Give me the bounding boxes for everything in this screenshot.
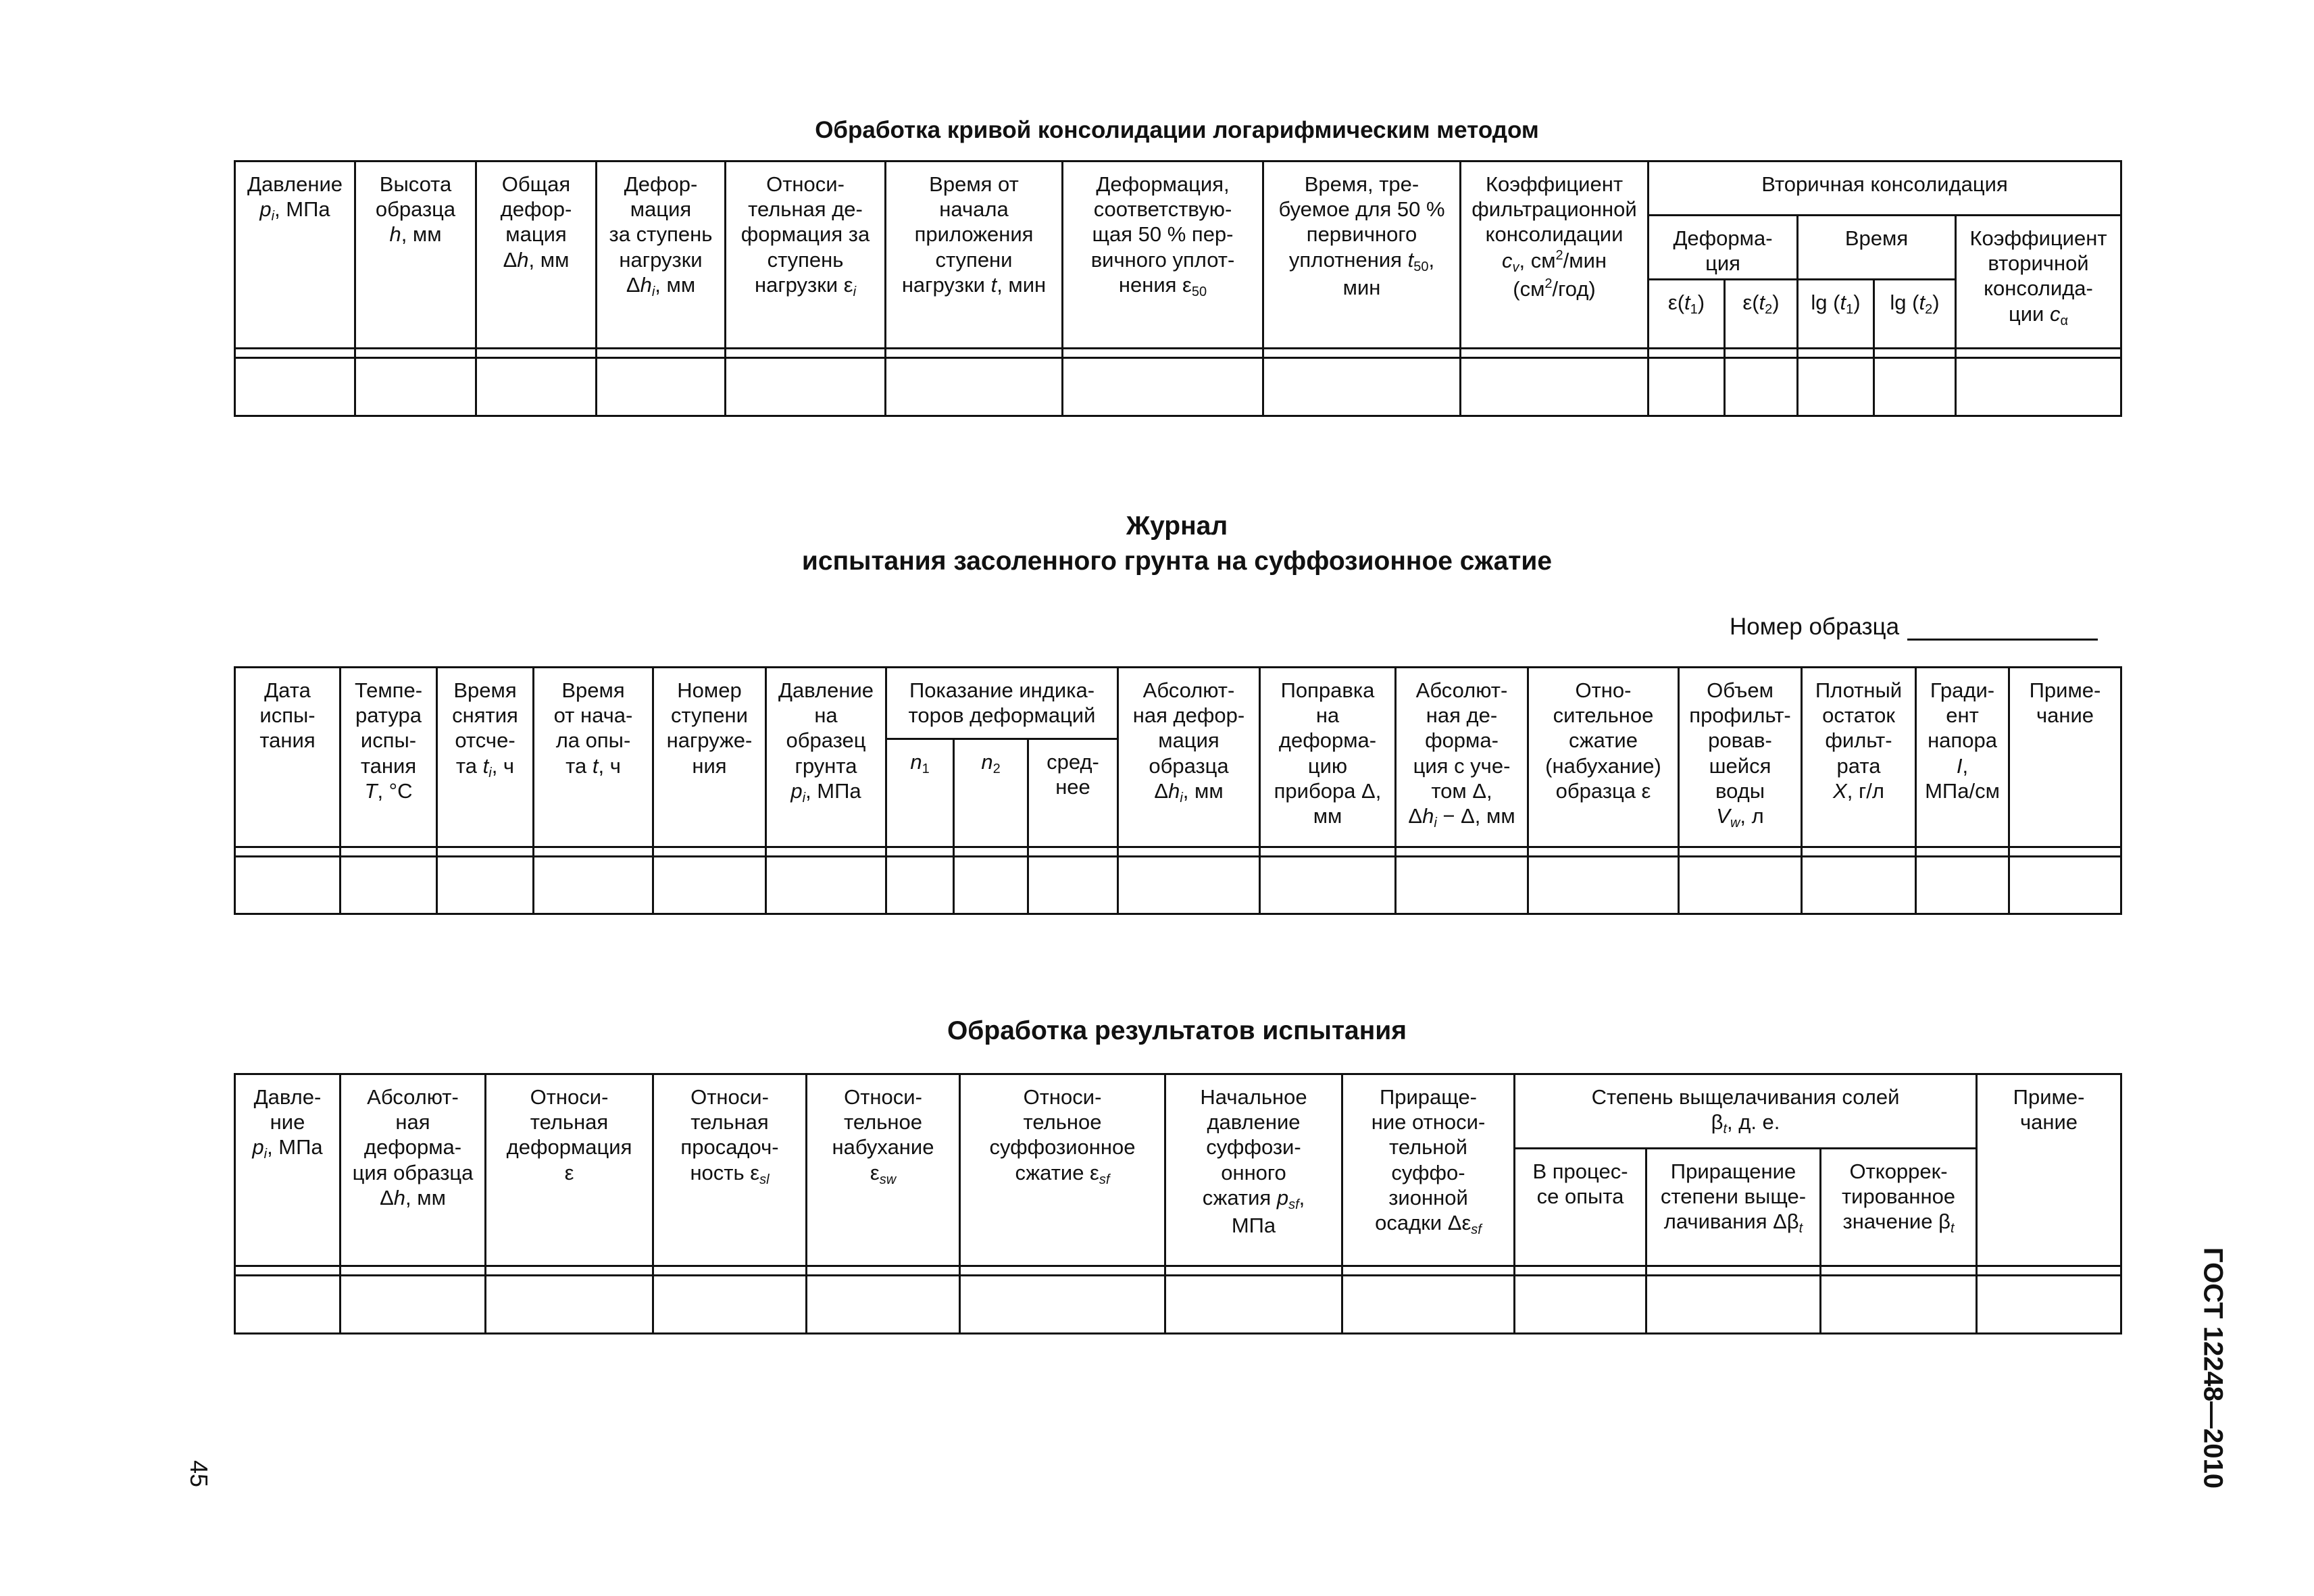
col-pressure: Давление $p_i$, МПа [235, 161, 355, 349]
group-indicator-readings: Показание индика- торов деформаций [886, 668, 1118, 739]
col-test-time: Время от нача- ла опы- та t, ч [534, 668, 653, 847]
col-absolute-deformation: Абсолют- ная дефор- мация образца $\Delta h_i$, мм [1118, 668, 1260, 847]
table-row [235, 1276, 2121, 1334]
col-initial-pressure: Начальное давление суффози- онного сжатия $p_{sf}$, МПа [1165, 1074, 1342, 1266]
col-absolute-deformation: Абсолют- ная деформа- ция образца Δh, мм [341, 1074, 486, 1266]
col-coefficient: Коэффициент фильтрационной консолидации $c_v$, $см^2$/мин $(см^2/год)$ [1461, 161, 1649, 349]
sample-number [1730, 614, 2098, 641]
col-reading-time: Время снятия отсче- та $t_i$, ч [437, 668, 534, 847]
group-secondary-consolidation: Вторичная консолидация [1649, 161, 2121, 216]
standard-code: ГОСТ 12248—2010 [2198, 1247, 2228, 1489]
col-time-50: Время, тре- буемое для 50 % первичного уплотнения $t_{50}$, мин [1263, 161, 1461, 349]
col-note: Приме- чание [1977, 1074, 2121, 1266]
subgroup-time: Время [1798, 216, 1956, 280]
col-device-correction: Поправка на деформа- цию прибора Δ, мм [1260, 668, 1396, 847]
col-lg-t1: $\lg (t_1)$ [1798, 280, 1874, 349]
col-pressure: Давле- ние $p_i$, МПа [235, 1074, 341, 1266]
col-step-deformation: Дефор- мация за ступень нагрузки $\Delta h_i$, мм [597, 161, 726, 349]
col-average: сред- нее [1028, 739, 1118, 847]
table-row [235, 857, 2121, 914]
col-n2: $n_2$ [954, 739, 1028, 847]
col-load-step: Номер ступени нагруже- ния [653, 668, 766, 847]
col-time: Время от начала приложения ступени нагрузки t, мин [886, 161, 1063, 349]
consolidation-table [234, 160, 2122, 417]
col-corrected-deformation: Абсолют- ная де- форма- ция с уче- том Δ, $\Delta h_i - \Delta$, мм [1396, 668, 1528, 847]
col-water-volume: Объем профильт- ровав- шейся воды $V_w$, л [1679, 668, 1802, 847]
col-pressure-gradient: Гради- ент напора I, МПа/см [1916, 668, 2009, 847]
test-journal-table [234, 666, 2122, 915]
col-secondary-coefficient: Коэффициент вторичной консолида- ции $c_\alpha$ [1956, 216, 2121, 349]
table3-title: Обработка результатов испытания [947, 1016, 1407, 1045]
col-deformation-50: Деформация, соответствую- щая 50 % пер- вичного уплот- нения $\varepsilon_{50}$ [1063, 161, 1263, 349]
col-suffosion-compression: Относи- тельное суффозионное сжатие $\varepsilon_{sf}$ [960, 1074, 1165, 1266]
col-settlement-increment: Прираще- ние относи- тельной суффо- зионной осадки $\Delta\varepsilon_{sf}$ [1342, 1074, 1515, 1266]
col-relative-deformation: Относи- тельная деформация ε [486, 1074, 653, 1266]
journal-title: Журнал [1126, 512, 1228, 541]
col-pressure: Давление на образец грунта $p_i$, МПа [766, 668, 886, 847]
sample-number-blank [1907, 617, 2098, 641]
col-dry-residue: Плотный остаток фильт- рата X, г/л [1802, 668, 1916, 847]
col-subsidence: Относи- тельная просадоч- ность $\varepsilon_{sl}$ [653, 1074, 807, 1266]
col-lg-t2: $\lg (t_2)$ [1874, 280, 1956, 349]
col-corrected-value: Откоррек- тированное значение $\beta_t$ [1821, 1149, 1977, 1266]
header-separator [235, 847, 2121, 857]
page-number: 45 [185, 1460, 213, 1488]
col-leaching-increment: Приращение степени выще- лачивания $\Delta\beta_t$ [1646, 1149, 1821, 1266]
col-eps-t1: $\varepsilon(t_1)$ [1649, 280, 1725, 349]
table1-title: Обработка кривой консолидации логарифмическим методом [815, 117, 1539, 143]
group-leaching-degree: Степень выщелачивания солей $\beta_t$, д. е. [1515, 1074, 1977, 1149]
table-row [235, 358, 2121, 416]
col-height: Высота образца h, мм [355, 161, 476, 349]
journal-subtitle: испытания засоленного грунта на суффозионное сжатие [801, 547, 1553, 576]
col-n1: $n_1$ [886, 739, 954, 847]
col-note: Приме- чание [2009, 668, 2121, 847]
col-total-deformation: Общая дефор- мация Δh, мм [476, 161, 597, 349]
results-table [234, 1073, 2122, 1335]
sample-number-label: Номер образца [1730, 614, 1900, 640]
col-relative-deformation: Относи- тельная де- формация за ступень нагрузки $\varepsilon_i$ [726, 161, 886, 349]
col-swelling: Относи- тельное набухание $\varepsilon_{sw}$ [807, 1074, 960, 1266]
subgroup-deformation: Деформа- ция [1649, 216, 1798, 280]
header-separator [235, 1266, 2121, 1276]
col-during-test: В процес- се опыта [1515, 1149, 1646, 1266]
col-eps-t2: $\varepsilon(t_2)$ [1725, 280, 1798, 349]
col-relative-compression: Отно- сительное сжатие (набухание) образца ε [1528, 668, 1679, 847]
header-separator [235, 349, 2121, 358]
col-date: Дата испы- тания [235, 668, 341, 847]
col-temperature: Темпе- ратура испы- тания T, °С [341, 668, 437, 847]
